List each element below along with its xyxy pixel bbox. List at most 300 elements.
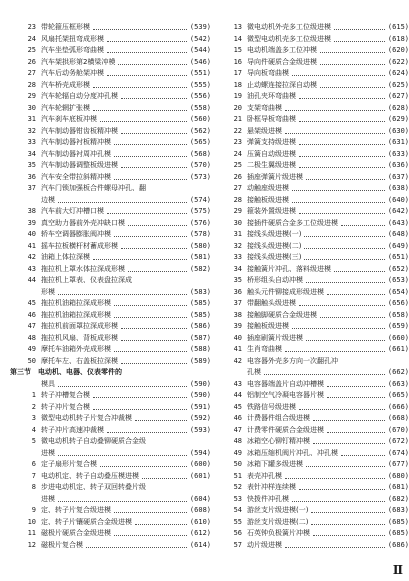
entry-page: (624)	[387, 69, 409, 77]
toc-entry	[10, 538, 213, 552]
entry-number: 27	[27, 69, 36, 77]
entry-number: 37	[27, 184, 36, 192]
entry-number: 12	[27, 540, 36, 549]
entry-page: (582)	[189, 264, 211, 273]
leader-dots	[299, 98, 385, 99]
entry-page: (615)	[387, 23, 409, 31]
entry-title: 游丝支片级进模(二)	[247, 517, 309, 526]
entry-title: 步进电动机定、转子双回转叠片级	[41, 483, 146, 491]
entry-title: 冰箱下罐多级进模	[247, 460, 303, 468]
entry-page: (558)	[189, 103, 211, 112]
leader-dots	[299, 156, 385, 157]
entry-number: 5	[31, 437, 36, 445]
entry-page: (685)	[387, 517, 409, 526]
entry-number: 31	[233, 230, 242, 238]
entry-page: (592)	[189, 414, 211, 422]
entry-page: (653)	[387, 276, 409, 284]
entry-title: 汽车制动器衬周冲孔模	[41, 149, 111, 158]
entry-page: (648)	[387, 230, 409, 238]
entry-number: 26	[233, 172, 242, 181]
entry-number: 55	[233, 517, 242, 526]
entry-page: (672)	[387, 437, 409, 445]
entry-number: 26	[27, 57, 36, 66]
entry-page: (622)	[387, 57, 409, 66]
entry-title: 电动机端盖多工位冲模	[247, 46, 317, 54]
entry-page: (630)	[387, 126, 409, 135]
entry-title: 汽车门锁加强板合件螺母冲孔、翻	[41, 184, 146, 192]
entry-number: 40	[233, 333, 242, 342]
entry-number: 46	[27, 310, 36, 319]
leader-dots	[58, 202, 187, 203]
entry-page: (658)	[387, 310, 409, 319]
entry-page: (662)	[387, 368, 409, 376]
entry-title: 导向件硬质合金级进模	[247, 57, 317, 66]
entry-page: (600)	[189, 460, 211, 468]
entry-title: 插座刷簧片级进模	[247, 333, 303, 342]
leader-dots	[334, 29, 385, 30]
leader-dots	[299, 305, 385, 306]
entry-page: (660)	[387, 333, 409, 342]
leader-dots	[121, 133, 187, 134]
entry-number: 30	[27, 103, 36, 112]
entry-title: 电容器外壳多方向一次翻孔冲	[247, 356, 338, 365]
entry-number: 15	[233, 46, 242, 54]
entry-title: 拖拉机油箱拉深成形模	[41, 299, 111, 307]
leader-dots	[93, 259, 187, 260]
entry-page: (628)	[387, 103, 409, 112]
entry-page: (638)	[387, 184, 409, 192]
entry-page: (651)	[387, 253, 409, 261]
entry-number: 28	[27, 80, 36, 89]
entry-page: (677)	[387, 460, 409, 468]
entry-number: 10	[27, 517, 36, 526]
leader-dots	[313, 535, 385, 536]
leader-dots	[285, 133, 385, 134]
leader-dots	[292, 190, 385, 191]
entry-number: 57	[233, 540, 242, 549]
entry-title: 拖拉机上罩水体拉深成形模	[41, 264, 125, 273]
entry-title: 接触板级进模	[247, 195, 289, 204]
leader-dots	[327, 294, 385, 295]
entry-title: 计费零件硬质合金级进模	[247, 425, 324, 434]
leader-dots	[285, 110, 385, 111]
entry-number: 11	[27, 529, 36, 537]
entry-page: (654)	[387, 287, 409, 296]
leader-dots	[114, 535, 187, 536]
leader-dots	[58, 455, 187, 456]
entry-page: (649)	[387, 241, 409, 250]
entry-title: 接插件硬质合金多工位级进模	[247, 218, 338, 227]
entry-title: 接触簧片冲孔、落料级进模	[247, 264, 331, 273]
leader-dots	[341, 455, 385, 456]
entry-title: 冰箱空心铆钉精冲模	[247, 437, 310, 445]
leader-dots	[114, 156, 187, 157]
entry-title: 汽车轮辐自动分度冲孔模	[41, 92, 118, 100]
entry-page: (656)	[387, 299, 409, 307]
leader-dots	[114, 351, 187, 352]
entry-number: 31	[27, 115, 36, 123]
entry-number: 47	[233, 425, 242, 434]
leader-dots	[107, 213, 187, 214]
entry-number: 39	[233, 322, 242, 330]
entry-title: 带翻触头级进模	[247, 299, 296, 307]
entry-page: (586)	[189, 322, 211, 330]
entry-number: 34	[233, 264, 242, 273]
entry-number: 35	[233, 276, 242, 284]
entry-page: (637)	[387, 172, 409, 181]
entry-number: 13	[233, 23, 242, 31]
entry-number: 33	[27, 138, 36, 146]
entry-page: (574)	[189, 195, 211, 204]
leader-dots	[114, 144, 187, 145]
entry-title: 表针冲样连续模	[247, 483, 296, 491]
entry-number: 43	[27, 264, 36, 273]
entry-title: 箍装外置级进模	[247, 207, 296, 215]
entry-title: 桥形组头自动冲模	[247, 276, 303, 284]
entry-page: (629)	[387, 115, 409, 123]
entry-title: 导向板弯曲模	[247, 69, 289, 77]
entry-title: 生肖弯曲模	[247, 345, 282, 353]
entry-page: (683)	[387, 506, 409, 514]
entry-number: 7	[31, 471, 36, 480]
entry-number: 36	[27, 172, 36, 181]
entry-number: 20	[233, 103, 242, 112]
entry-title: 进模	[41, 494, 55, 503]
entry-title: 汽车轮辋扩张模	[41, 103, 90, 112]
entry-number: 24	[233, 149, 242, 158]
entry-title: 转子冲片高速冲裁模	[41, 425, 104, 434]
entry-title: 汽车安全带拉斜精冲模	[41, 172, 111, 181]
leader-dots	[327, 397, 385, 398]
entry-page: (591)	[189, 402, 211, 411]
entry-title: 汽车制动器钳齿板精冲模	[41, 126, 118, 135]
entry-number: 38	[233, 310, 242, 319]
entry-number: 33	[233, 253, 242, 261]
entry-number: 25	[27, 46, 36, 54]
leader-dots	[114, 179, 187, 180]
entry-title: 转子冲槽复合模	[41, 391, 90, 399]
entry-page: (680)	[387, 471, 409, 480]
entry-number: 45	[233, 402, 242, 411]
leader-dots	[118, 64, 187, 65]
leader-dots	[121, 363, 187, 364]
leader-dots	[58, 501, 187, 502]
entry-title: 动片级进模	[247, 540, 282, 549]
leader-dots	[306, 340, 385, 341]
leader-dots	[128, 225, 187, 226]
leader-dots	[313, 443, 385, 444]
leader-dots	[320, 317, 385, 318]
entry-title: 边模	[41, 195, 55, 204]
entry-title: 接线头级进模(三)	[247, 253, 302, 261]
entry-page: (587)	[189, 333, 211, 342]
entry-number: 30	[233, 218, 242, 227]
leader-dots	[93, 409, 187, 410]
entry-page: (665)	[387, 391, 409, 399]
entry-number: 37	[233, 299, 242, 307]
entry-page: (610)	[189, 517, 211, 526]
leader-dots	[114, 512, 187, 513]
leader-dots	[327, 432, 385, 433]
leader-dots	[128, 271, 187, 272]
leader-dots	[107, 52, 187, 53]
entry-page: (593)	[189, 425, 211, 434]
entry-page: (580)	[189, 241, 211, 250]
leader-dots	[58, 386, 187, 387]
entry-title: 汽车架拱形第2横梁冲模	[41, 57, 116, 66]
entry-title: 快拨件冲孔模	[247, 494, 289, 503]
entry-number: 41	[27, 241, 36, 250]
entry-page: (642)	[387, 207, 409, 215]
entry-title: 支架弯曲模	[247, 103, 282, 112]
entry-number: 39	[27, 218, 36, 227]
entry-page: (685)	[387, 529, 409, 537]
entry-title: 油孔夹环弯曲模	[247, 92, 296, 100]
entry-title: 石英钟负极簧片冲模	[247, 529, 310, 537]
leader-dots	[121, 98, 187, 99]
entry-number: 8	[31, 483, 36, 491]
entry-title: 压簧自动级进模	[247, 149, 296, 158]
entry-page: (668)	[387, 414, 409, 422]
entry-number: 9	[31, 506, 36, 514]
entry-number: 50	[27, 356, 36, 365]
entry-page: (614)	[189, 540, 211, 549]
entry-title: 接触脚硬质合金级进模	[247, 310, 317, 319]
entry-title: 形模	[41, 287, 55, 296]
leader-dots	[306, 466, 385, 467]
entry-number: 48	[233, 437, 242, 445]
entry-page: (681)	[387, 483, 409, 491]
entry-page: (588)	[189, 345, 211, 353]
entry-page: (573)	[189, 172, 211, 181]
entry-page: (682)	[387, 494, 409, 503]
entry-number: 48	[27, 333, 36, 342]
entry-page: (674)	[387, 448, 409, 457]
entry-page: (575)	[189, 207, 211, 215]
entry-number: 36	[233, 287, 242, 296]
entry-page: (578)	[189, 230, 211, 238]
leader-dots	[292, 202, 385, 203]
entry-title: 卧框导板弯曲模	[247, 115, 296, 123]
leader-dots	[100, 121, 187, 122]
leader-dots	[58, 294, 187, 295]
entry-page: (570)	[189, 161, 211, 169]
entry-number: 53	[233, 494, 242, 503]
entry-page: (590)	[189, 379, 211, 388]
entry-page: (551)	[189, 69, 211, 77]
leader-dots	[299, 409, 385, 410]
leader-dots	[107, 432, 187, 433]
entry-page: (590)	[189, 391, 211, 399]
entry-title: 磁极片硬质合金级进模	[41, 529, 111, 537]
entry-page: (542)	[189, 34, 211, 43]
entry-title: 拖拉机油箱拉深成形模	[41, 310, 111, 319]
entry-number: 44	[27, 276, 36, 284]
section-title: 第三节 电动机、电器、仪表零件的	[10, 368, 122, 376]
entry-title: 汽车桥壳成形模	[41, 80, 90, 89]
entry-number: 50	[233, 460, 242, 468]
entry-title: 真空助力器前外壳冲缺口模	[41, 218, 125, 227]
entry-page: (636)	[387, 161, 409, 169]
entry-number: 29	[233, 207, 242, 215]
entry-title: 定、转子片复合级进模	[41, 506, 111, 514]
entry-number: 23	[27, 23, 36, 31]
leader-dots	[306, 282, 385, 283]
entry-number: 54	[233, 506, 242, 514]
leader-dots	[292, 501, 385, 502]
leader-dots	[135, 420, 187, 421]
entry-number: 41	[233, 345, 242, 353]
entry-page: (633)	[387, 149, 409, 158]
entry-number: 4	[31, 425, 36, 434]
entry-title: 摇车拉板横杆材蓄成形模	[41, 241, 118, 250]
entry-title: 汽车前大灯冲槽口模	[41, 207, 104, 215]
entry-number: 38	[27, 207, 36, 215]
leader-dots	[142, 478, 187, 479]
entry-page: (560)	[189, 115, 211, 123]
leader-dots	[285, 547, 385, 548]
entry-number: 51	[233, 471, 242, 480]
entry-title: 触头元件铆接成形级进模	[247, 287, 324, 296]
entry-title: 接线头级进模(一)	[247, 230, 302, 238]
leader-dots	[121, 328, 187, 329]
entry-number: 49	[233, 448, 242, 457]
leader-dots	[299, 144, 385, 145]
entry-page: (562)	[189, 126, 211, 135]
entry-number: 16	[233, 57, 242, 66]
entry-title: 油箱上体拉深模	[41, 253, 90, 261]
entry-page: (594)	[189, 448, 211, 457]
entry-number: 29	[27, 92, 36, 100]
entry-page: (539)	[189, 23, 211, 31]
entry-number: 2	[31, 402, 36, 411]
leader-dots	[107, 41, 187, 42]
entry-title: 微电动机转子自动叠铆硬质合金级	[41, 437, 146, 445]
entry-page: (608)	[189, 506, 211, 514]
leader-dots	[135, 524, 187, 525]
leader-dots	[292, 75, 385, 76]
leader-dots	[304, 259, 385, 260]
entry-page: (589)	[189, 356, 211, 365]
entry-page: (576)	[189, 218, 211, 227]
entry-title: 悬架级进模	[247, 126, 282, 135]
entry-number: 32	[27, 126, 36, 135]
entry-page: (565)	[189, 138, 211, 146]
entry-title: 电容器端盖片自动冲槽模	[247, 379, 324, 388]
leader-dots	[93, 110, 187, 111]
entry-number: 34	[27, 149, 36, 158]
entry-page: (659)	[387, 322, 409, 330]
entry-title: 铁路信号级进模	[247, 402, 296, 411]
entry-title: 拖拉机前面罩拉深成形模	[41, 322, 118, 330]
entry-number: 42	[233, 356, 242, 365]
leader-dots	[285, 351, 385, 352]
entry-title: 铝制空气冷凝电容器片模	[247, 391, 324, 399]
entry-title: 转子冲片复合模	[41, 402, 90, 411]
entry-title: 风扇托架扭弯成形模	[41, 34, 104, 43]
entry-number: 49	[27, 345, 36, 353]
entry-title: 表壳冲孔模	[247, 471, 282, 480]
entry-page: (640)	[387, 195, 409, 204]
entry-title: 带轮箍压框形模	[41, 23, 90, 31]
entry-number: 46	[233, 414, 242, 422]
entry-page: (631)	[387, 138, 409, 146]
entry-title: 进模	[41, 448, 55, 457]
leader-dots	[100, 466, 187, 467]
entry-title: 轿车空调器膨胀阀冲模	[41, 230, 111, 238]
entry-number: 14	[233, 34, 242, 43]
entry-page: (618)	[387, 34, 409, 43]
entry-title: 汽车坐垫弧形弯曲模	[41, 46, 104, 54]
entry-number: 27	[233, 184, 242, 192]
entry-page: (661)	[387, 345, 409, 353]
entry-page: (555)	[189, 80, 211, 89]
entry-title: 摩托车油箱外壳成形模	[41, 345, 111, 353]
entry-number: 24	[27, 34, 36, 43]
leader-dots	[299, 489, 385, 490]
entry-title: 插座弹簧片级进模	[247, 172, 303, 181]
leader-dots	[311, 512, 385, 513]
entry-page: (546)	[189, 57, 211, 66]
leader-dots	[93, 397, 187, 398]
entry-page: (585)	[189, 299, 211, 307]
entry-title: 接触板级进模	[247, 322, 289, 330]
leader-dots	[264, 374, 385, 375]
entry-title: 二极生翼级进模	[247, 161, 296, 169]
entry-page: (568)	[189, 149, 211, 158]
entry-title: 汽车后动务舱架冲模	[41, 69, 104, 77]
entry-page: (601)	[189, 471, 211, 480]
entry-page: (643)	[387, 218, 409, 227]
entry-number: 6	[31, 460, 36, 468]
leader-dots	[334, 271, 385, 272]
entry-number: 45	[27, 299, 36, 307]
entry-page: (585)	[189, 310, 211, 319]
entry-page: (686)	[387, 540, 409, 549]
entry-number: 18	[233, 80, 242, 89]
entry-title: 微型电动机转子片复合冲裁模	[41, 414, 132, 422]
entry-number: 32	[233, 241, 242, 250]
entry-title: 弹簧支持级进模	[247, 138, 296, 146]
leader-dots	[304, 236, 385, 237]
leader-dots	[334, 41, 385, 42]
leader-dots	[320, 64, 385, 65]
entry-title: 冰箱压缩机阀片冲孔、冲孔模	[247, 448, 338, 457]
entry-number: 44	[233, 391, 242, 399]
leader-dots	[313, 420, 385, 421]
leader-dots	[292, 328, 385, 329]
entry-title: 电动机定、转子自动叠压模进模	[41, 471, 139, 480]
entry-page: (581)	[189, 253, 211, 261]
entry-title: 模具	[41, 379, 55, 388]
entry-title: 磁极片复合模	[41, 540, 83, 549]
entry-number: 35	[27, 161, 36, 169]
toc-entry	[216, 538, 409, 552]
leader-dots	[121, 167, 187, 168]
entry-number: 21	[233, 115, 242, 123]
entry-number: 25	[233, 161, 242, 169]
entry-title: 计费器件组合级进模	[247, 414, 310, 422]
leader-dots	[107, 75, 187, 76]
leader-dots	[93, 29, 187, 30]
entry-page: (663)	[387, 379, 409, 388]
entry-title: 孔模	[247, 368, 261, 376]
leader-dots	[320, 52, 385, 53]
entry-page: (670)	[387, 425, 409, 434]
leader-dots	[114, 236, 187, 237]
page-number: Ⅱ	[392, 563, 403, 577]
leader-dots	[285, 478, 385, 479]
